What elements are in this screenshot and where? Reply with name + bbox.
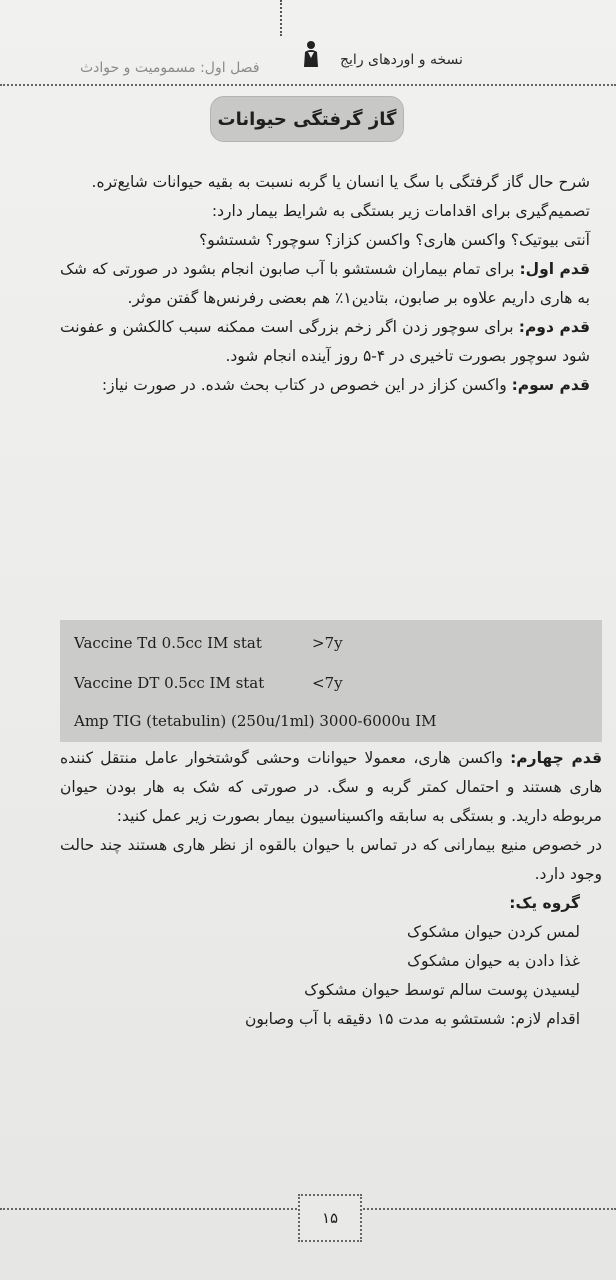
book-header: نسخه و اوردهای رایج <box>340 52 463 68</box>
lower-text <box>60 744 602 1034</box>
vaccine-age: <7y <box>312 674 343 692</box>
paragraph-decision: تصمیم‌گیری برای اقدامات زیر بستگی به شرایط بیمار دارد: <box>211 202 590 220</box>
doctor-icon <box>302 40 320 68</box>
vaccine-item: Vaccine DT 0.5cc IM stat <box>74 674 265 692</box>
vaccine-row <box>74 674 343 692</box>
chapter-header: فصل اول: مسمومیت و حوادث <box>80 60 260 76</box>
vaccine-item: Vaccine Td 0.5cc IM stat <box>74 634 262 652</box>
group-one-item: لیسیدن پوست سالم توسط حیوان مشکوک <box>304 981 580 999</box>
step-one <box>60 255 590 313</box>
step-two-label: قدم دوم: <box>518 318 590 336</box>
step-one-label: قدم اول: <box>519 260 590 278</box>
step-two <box>60 313 590 371</box>
paragraph-exposure: در خصوص منیع بیمارانی که در تماس با حیوان بالقوه از نظر هاری هستند چند حالت وجود دارد. <box>60 836 602 883</box>
vaccine-table <box>60 620 602 742</box>
step-one-text: برای تمام بیماران شستشو با آب صابون انجام بشود در صورتی که شک به هاری داریم علاوه بر صابون، بتادین۱٪ هم بعضی رفرنس‌ها گفتن موثر. <box>60 260 590 307</box>
step-three-label: قدم سوم: <box>511 376 590 394</box>
vaccine-row <box>74 634 343 652</box>
step-three <box>60 371 590 400</box>
required-action: اقدام لازم: شستشو به مدت ۱۵ دقیقه با آب وصابون <box>244 1010 580 1028</box>
group-one-item: غذا دادن به حیوان مشکوک <box>407 952 580 970</box>
step-four <box>60 744 602 831</box>
step-two-text: برای سوچور زدن اگر زخم بزرگی است ممکنه سبب کالکشن و عفونت شود سوچور بصورت تاخیری در ۴-۵ روز آینده انجام شود. <box>60 318 590 365</box>
paragraph-questions: آنتی بیوتیک؟ واکسن هاری؟ واکسن کزاز؟ سوچور؟ شستشو؟ <box>199 231 590 249</box>
group-one-item: لمس کردن حیوان مشکوک <box>407 923 580 941</box>
step-four-label: قدم چهارم: <box>510 749 602 767</box>
page-number: ۱۵ <box>298 1194 362 1242</box>
group-one-label: گروه یک: <box>509 894 580 912</box>
header-dotted-rule <box>0 84 616 86</box>
header-divider <box>280 0 282 36</box>
section-title: گاز گرفتگی حیوانات <box>210 96 404 142</box>
step-three-text: واکسن کزاز در این خصوص در کتاب بحث شده. در صورت نیاز: <box>101 376 512 394</box>
step-four-text: واکسن هاری، معمولا حیوانات وحشی گوشتخوار عامل منتقل کننده هاری هستند و احتمال کمتر گربه و سگ. در صورتی که شک به هار بودن حیوان مربوطه دارید. و بستگی به سابقه واکسیناسیون بیمار بصورت زیر عمل کنید: <box>60 749 602 825</box>
main-text <box>60 168 590 400</box>
vaccine-row <box>74 712 436 730</box>
vaccine-age: >7y <box>312 634 343 652</box>
vaccine-item: Amp TIG (tetabulin) (250u/1ml) 3000-6000u IM <box>74 712 437 730</box>
paragraph-intro: شرح حال گاز گرفتگی با سگ یا انسان یا گربه نسبت به بقیه حیوانات شایع‌تره. <box>91 173 590 191</box>
